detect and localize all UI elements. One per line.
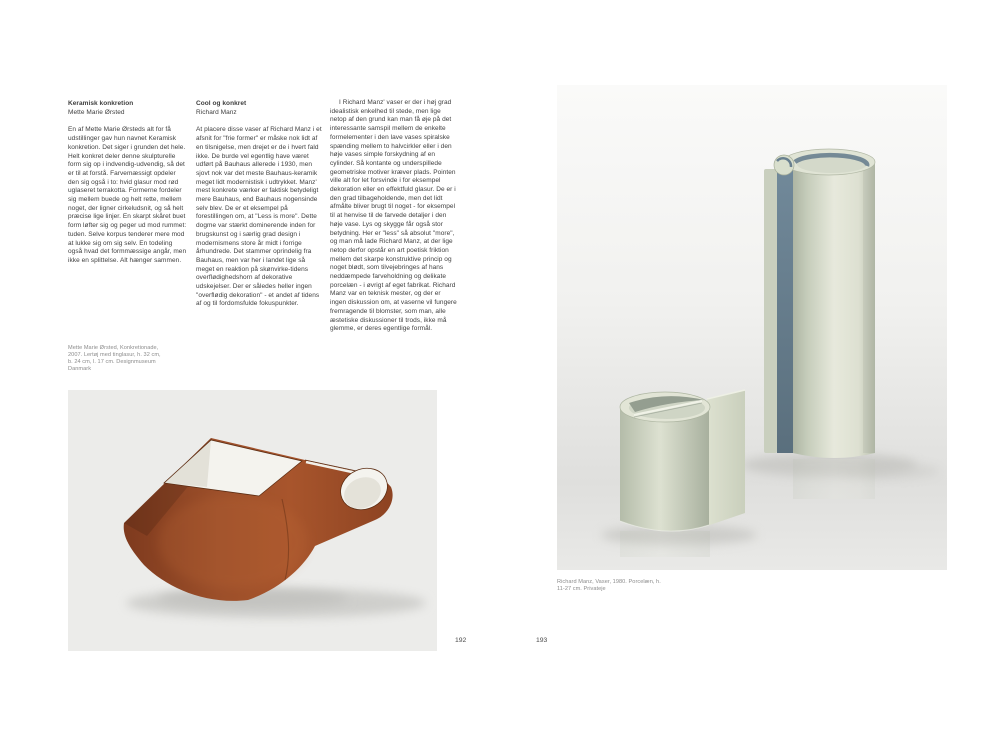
article-author-richard-manz: Richard Manz	[196, 108, 237, 116]
article-author-mette-marie-orsted: Mette Marie Ørsted	[68, 108, 125, 116]
teapot-illustration	[68, 390, 437, 651]
column-continuation	[330, 99, 457, 334]
column-keramisk-konkretion	[68, 100, 187, 266]
article-body-column-2: At placere disse vaser af Richard Manz i et afsnit for "frie former" er måske nok lidt af en tilsnigelse, men drejet er de i hvert fald ikke. De burde vel egentlig have været udført på Bauhaus allerede i 1930, men sjovt nok var det meste Bauhaus-keramik meget lidt modernistisk i udtrykket. Manz' mest konkrete værker er faktisk betydeligt mere Bauhaus, end Bauhaus nogensinde selv blev. De er et eksempel på forestillingen om, at "Less is more". Dette dogme var stærkt dominerende inden for brugskunst og i særlig grad design i modernismens store år midt i forrige århundrede. Det stammer oprindelig fra Bauhaus, men var her i landet lige så meget en reaktion på skønvirke-tidens overflødighedshorn af dekorative udskejelser. Der er således heller ingen "overflødig dekoration" - et andet af tidens af og til fordomsfulde fokuspunkter.	[196, 126, 322, 308]
article-heading-keramisk-konkretion: Keramisk konkretion	[68, 100, 134, 107]
caption-orsted-konkretion: Mette Marie Ørsted, Konkretionade, 2007. Lertøj med tinglasur, h. 32 cm, b. 24 cm, l. 17 cm. Designmuseum Danmark	[68, 345, 161, 373]
caption-manz-vaser: Richard Manz, Vaser, 1980. Porcelæn, h. 11-27 cm. Privateje	[557, 579, 661, 593]
photo-orsted-teapot	[68, 390, 437, 651]
page-number-192: 192	[455, 637, 467, 644]
article-heading-cool-og-konkret: Cool og konkret	[196, 100, 247, 107]
page-number-193: 193	[536, 637, 548, 644]
article-body-column-1: En af Mette Marie Ørsteds alt for få udstillinger gav hun navnet Keramisk konkretion. Det siger i grunden det hele. Helt konkret deler denne skulpturelle form sig op i indvendig-udvendig, så det er til at forstå. Farvemæssigt opdeler den sig også i to: hvid glasur mod rød uglaseret terrakotta. Formerne fordeler sig mellem buede og helt rette, mellem noget, der ligner cirkeludsnit, og så helt præcise lige linjer. En skarpt skåret buet form løfter sig og peger ud mod rummet: tuden. Selve korpus tenderer mere mod at lukke sig om sig selv. En todeling også hvad det formmæssige angår, men ikke en splittelse. Alt hænger sammen.	[68, 126, 187, 264]
article-body-column-3: I Richard Manz' vaser er der i høj grad idealistisk enkelhed til stede, men lige netop af den grund kan man få øje på det interessante samspil mellem de enkelte formelementer i den lave vases spiralske spænding mellem to halvcirkler eller i den høje vases simple forskydning af en cylinder. Så kontante og underspillede geometriske motiver kræver plads. Pointen ville alt for let forsvinde i for eksempel dekoration eller en effektfuld glasur. De er i den grad tilbageholdende, men det lidt afmålte bliver brugt til noget - for eksempel til at henvise til de farvede detaljer i den høje vase. Lys og skygge får også stor betydning. Her er "less" så absolut "more", og man må lade Richard Manz, at der lige netop derfor opstår en art poetisk friktion mellem det skarpe konstruktive princip og noget blødt, som tilvejebringes af hans neddæmpede farveholdning og delikate porcelæn - i øvrigt af eget fabrikat. Richard Manz var en teknisk mester, og der er ingen diskussion om, at vaserne vil fungere fremragende til blomster, som man, alle æstetiske diskussioner til trods, ikke må glemme, er deres egentlige formål.	[330, 99, 457, 333]
column-cool-og-konkret	[196, 100, 324, 309]
photo-manz-vases	[557, 85, 947, 570]
vases-illustration	[557, 85, 947, 570]
